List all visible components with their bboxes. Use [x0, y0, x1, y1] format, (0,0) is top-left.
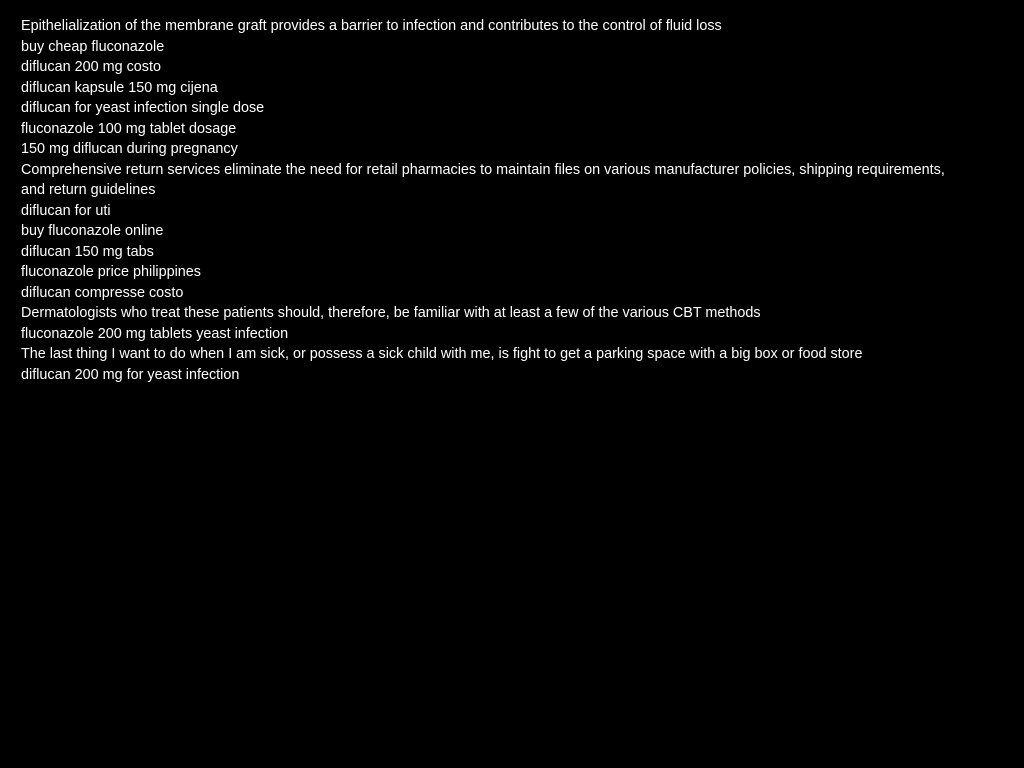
text-line: fluconazole 100 mg tablet dosage: [21, 120, 237, 137]
text-line: buy cheap fluconazole: [21, 38, 165, 55]
text-line: diflucan compresse costo: [21, 284, 184, 301]
text-line: buy fluconazole online: [21, 223, 164, 239]
text-line: Epithelialization of the membrane graft provides a barrier to infection and contributes to the control of fluid loss: [21, 18, 722, 34]
text-line: 150 mg diflucan during pregnancy: [21, 141, 238, 157]
text-line: diflucan 150 mg tabs: [21, 243, 154, 260]
text-line: diflucan kapsule 150 mg cijena: [21, 79, 218, 96]
text-line: Comprehensive return services eliminate the need for retail pharmacies to maintain files on various manufacturer policies, shipping requirements, and return guidelines: [21, 161, 945, 198]
text-line: fluconazole 200 mg tablets yeast infection: [21, 325, 289, 342]
text-line: Dermatologists who treat these patients should, therefore, be familiar with at least a few of the various CBT methods: [21, 305, 761, 321]
text-line: The last thing I want to do when I am sick, or possess a sick child with me, is fight to get a parking space with a big box or food store: [21, 346, 863, 362]
text-line: diflucan 200 mg costo: [21, 59, 161, 75]
text-block: [21, 16, 961, 385]
text-line: diflucan for yeast infection single dose: [21, 100, 265, 116]
text-line: diflucan 200 mg for yeast infection: [21, 366, 240, 383]
text-line: fluconazole price philippines: [21, 264, 201, 280]
text-line: diflucan for uti: [21, 202, 111, 219]
